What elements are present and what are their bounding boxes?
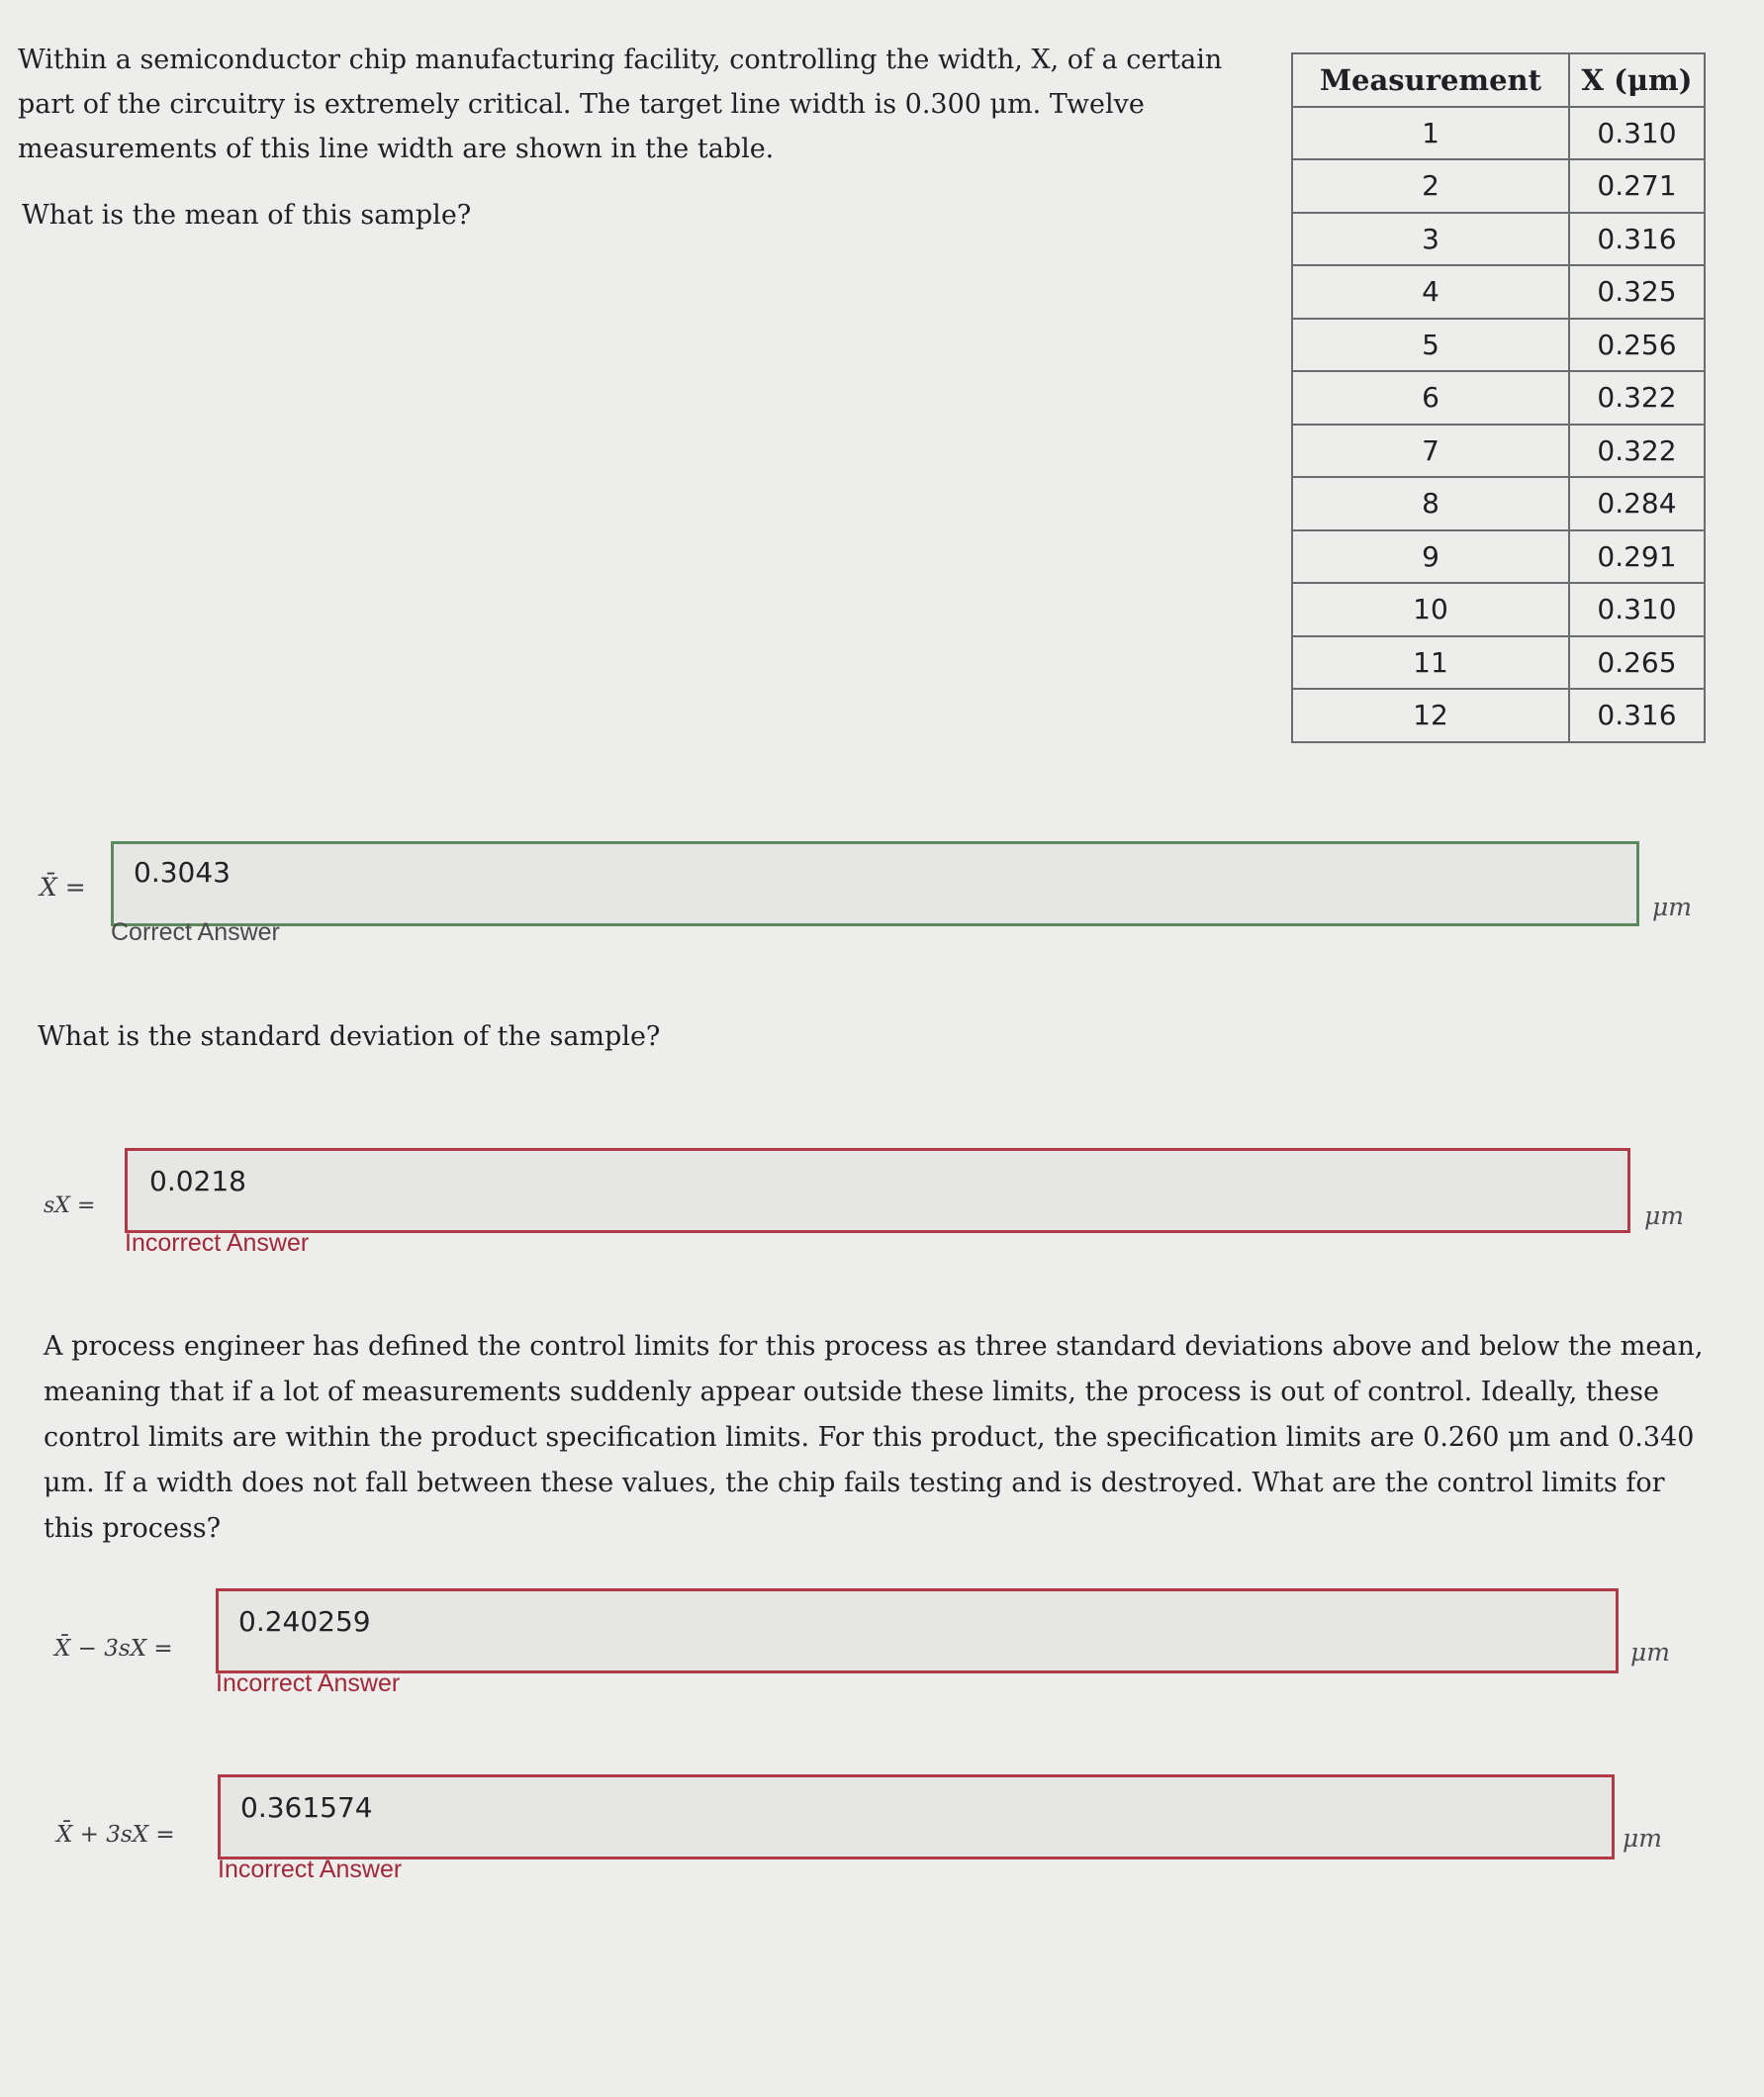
- process-description: A process engineer has defined the control limits for this process as three standard deviations above and below the mean, meaning that if a lot of measurements suddenly appear outside these limits, the process is out of control. Ideally, these control limits are within the product specification limits. For this product, the specification limits are 0.260 μm and 0.340 μm. If a width does not fall between these values, the chip fails testing and is destroyed. What are the control limits for this process?: [44, 1331, 1704, 1544]
- upper-limit-value: 0.361574: [240, 1791, 373, 1824]
- measurement-number-cell: 1: [1292, 107, 1569, 160]
- lower-limit-status: Incorrect Answer: [216, 1669, 401, 1697]
- measurement-number-cell: 6: [1292, 371, 1569, 425]
- x-value-cell: 0.322: [1569, 371, 1705, 425]
- question-intro: Within a semiconductor chip manufacturing facility, controlling the width, X, of a certain part of the circuitry is extremely critical. The target line width is 0.300 μm. Twelve measurements of this line width are shown in the table.: [18, 45, 1223, 164]
- x-value-cell: 0.316: [1569, 213, 1705, 266]
- table-row: [1292, 689, 1705, 742]
- upper-limit-row: [0, 1755, 1764, 1893]
- lower-limit-unit: μm: [1630, 1638, 1670, 1667]
- mean-question: What is the mean of this sample?: [22, 200, 472, 231]
- lower-limit-value: 0.240259: [238, 1605, 371, 1638]
- x-value-cell: 0.325: [1569, 265, 1705, 319]
- mean-answer-field[interactable]: [111, 841, 1639, 926]
- table-row: [1292, 477, 1705, 530]
- measurement-number-cell: 7: [1292, 425, 1569, 478]
- measurement-table: [1291, 52, 1706, 743]
- mean-unit: μm: [1652, 893, 1692, 921]
- table-header-row: [1292, 53, 1705, 107]
- x-value-cell: 0.322: [1569, 425, 1705, 478]
- table-row: [1292, 425, 1705, 478]
- sd-answer-row: [0, 1128, 1764, 1267]
- measurement-number-cell: 11: [1292, 636, 1569, 690]
- column-header-x: X (μm): [1569, 53, 1705, 107]
- x-value-cell: 0.291: [1569, 530, 1705, 584]
- x-value-cell: 0.316: [1569, 689, 1705, 742]
- x-value-cell: 0.265: [1569, 636, 1705, 690]
- x-value-cell: 0.256: [1569, 319, 1705, 372]
- mean-answer-row: [0, 821, 1764, 960]
- column-header-measurement: Measurement: [1292, 53, 1569, 107]
- upper-limit-unit: μm: [1623, 1824, 1662, 1853]
- sd-question: What is the standard deviation of the sample?: [38, 1021, 661, 1052]
- sd-label: sX =: [44, 1193, 96, 1218]
- table-row: [1292, 213, 1705, 266]
- measurement-number-cell: 4: [1292, 265, 1569, 319]
- table-row: [1292, 636, 1705, 690]
- table-row: [1292, 530, 1705, 584]
- measurement-number-cell: 10: [1292, 583, 1569, 636]
- sd-answer-value: 0.0218: [149, 1165, 246, 1197]
- mean-label: X̄ =: [40, 873, 86, 902]
- measurement-number-cell: 9: [1292, 530, 1569, 584]
- sd-unit: μm: [1644, 1201, 1684, 1230]
- table-row: [1292, 371, 1705, 425]
- measurement-number-cell: 5: [1292, 319, 1569, 372]
- sd-answer-field[interactable]: [125, 1148, 1630, 1233]
- mean-status: Correct Answer: [111, 918, 280, 946]
- sd-status: Incorrect Answer: [125, 1229, 310, 1257]
- upper-limit-label: X̄ + 3sX =: [56, 1822, 175, 1848]
- measurement-number-cell: 12: [1292, 689, 1569, 742]
- x-value-cell: 0.271: [1569, 159, 1705, 213]
- mean-answer-value: 0.3043: [134, 856, 231, 889]
- lower-limit-field[interactable]: [216, 1588, 1619, 1673]
- upper-limit-field[interactable]: [218, 1774, 1615, 1859]
- x-value-cell: 0.310: [1569, 107, 1705, 160]
- measurement-number-cell: 8: [1292, 477, 1569, 530]
- table-row: [1292, 583, 1705, 636]
- measurement-number-cell: 2: [1292, 159, 1569, 213]
- table-row: [1292, 265, 1705, 319]
- lower-limit-row: [0, 1569, 1764, 1707]
- table-row: [1292, 319, 1705, 372]
- lower-limit-label: X̄ − 3sX =: [54, 1636, 173, 1662]
- table-row: [1292, 107, 1705, 160]
- x-value-cell: 0.284: [1569, 477, 1705, 530]
- upper-limit-status: Incorrect Answer: [218, 1856, 403, 1883]
- x-value-cell: 0.310: [1569, 583, 1705, 636]
- measurement-number-cell: 3: [1292, 213, 1569, 266]
- table-row: [1292, 159, 1705, 213]
